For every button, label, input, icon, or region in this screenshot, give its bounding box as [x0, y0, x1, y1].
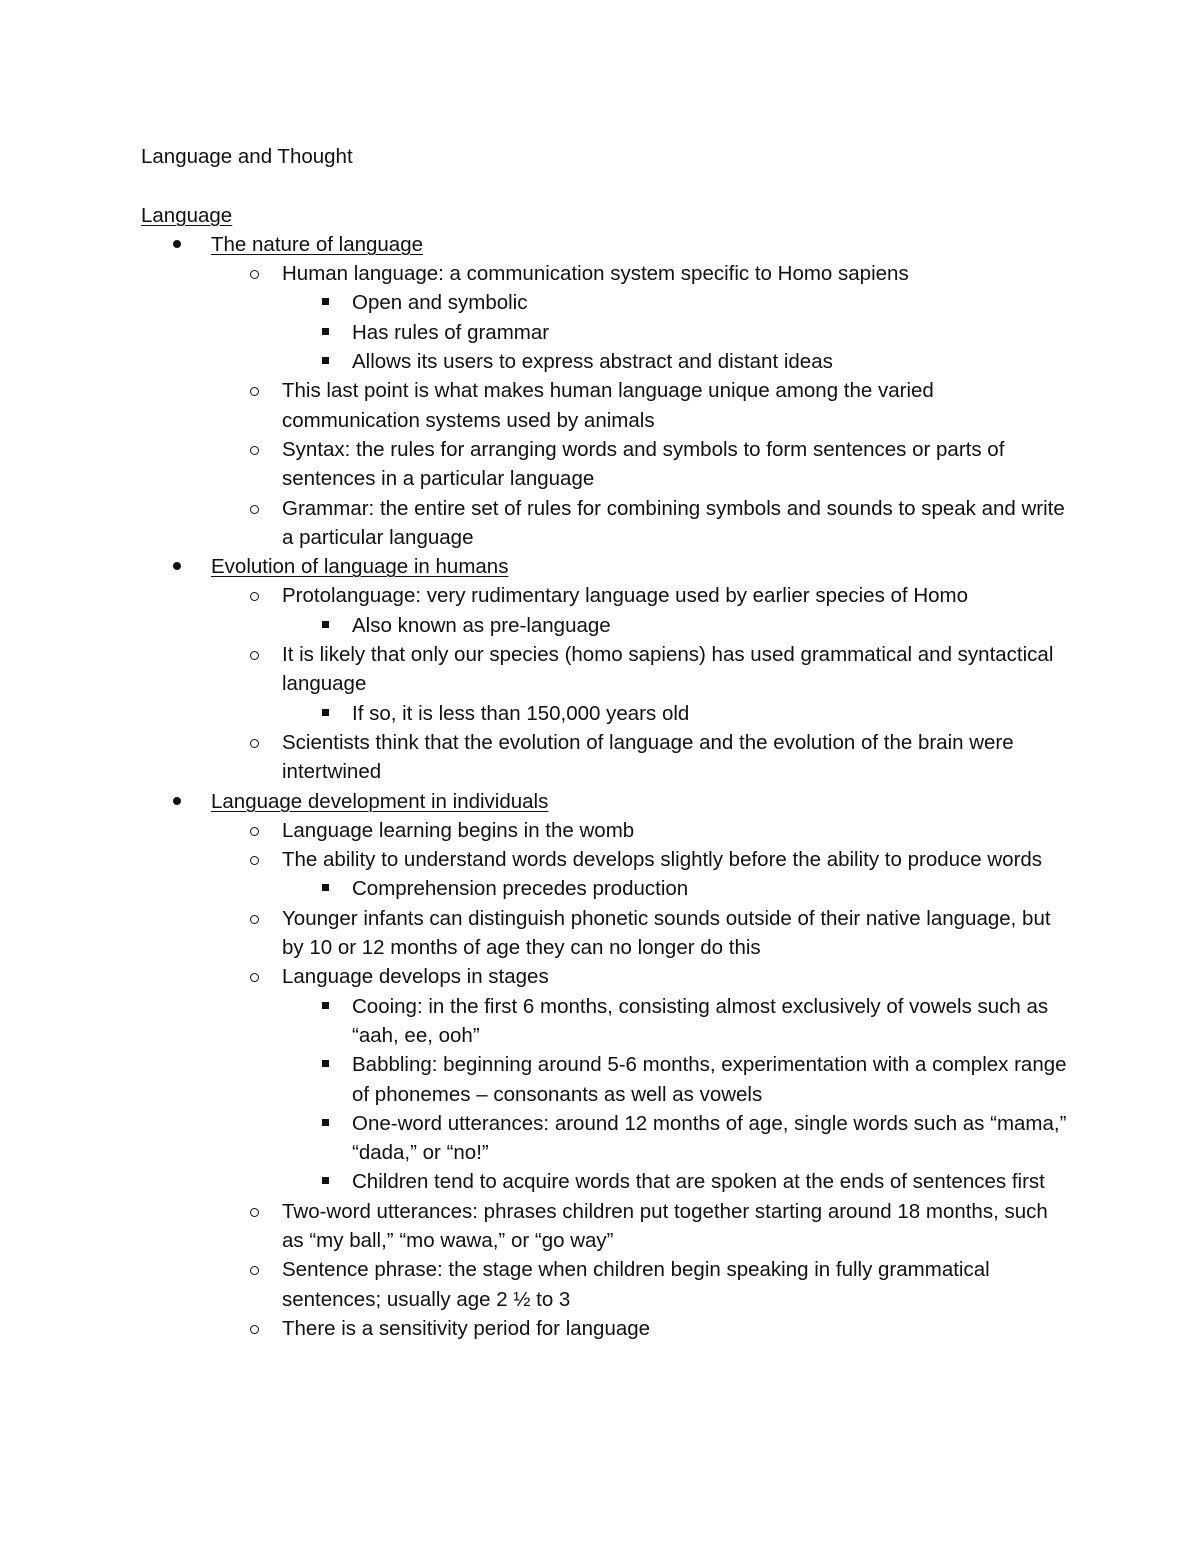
point-text: Younger infants can distinguish phonetic sounds outside of their native language, but by 10 or 12 months of age they can no longer do this — [282, 906, 1051, 960]
topic-heading: The nature of language — [211, 232, 423, 256]
point-text: Language develops in stages — [282, 965, 549, 989]
point-text: It is likely that only our species (homo sapiens) has used grammatical and syntactical language — [282, 643, 1054, 696]
subpoint-item — [282, 699, 1071, 728]
point-item — [211, 1197, 1071, 1256]
point-item — [211, 845, 1071, 904]
point-text: There is a sensitivity period for language — [282, 1316, 651, 1340]
point-text: Human language: a communication system specific to Homo sapiens — [282, 262, 909, 286]
point-text: This last point is what makes human language unique among the varied communication systems used by animals — [282, 379, 934, 432]
subpoint-text: If so, it is less than 150,000 years old — [352, 701, 690, 725]
point-item — [211, 494, 1071, 553]
point-text: Protolanguage: very rudimentary language used by earlier species of Homo — [282, 584, 968, 608]
topic-list — [141, 230, 1071, 1343]
point-item — [211, 728, 1071, 787]
subpoint-list — [282, 611, 1071, 640]
point-item — [211, 904, 1071, 963]
point-item — [211, 816, 1071, 845]
point-text: Two-word utterances: phrases children put together starting around 18 months, such as “my ball,” “mo wawa,” or “go way” — [282, 1199, 1048, 1252]
subpoint-item — [282, 318, 1071, 347]
point-item — [211, 376, 1071, 435]
subpoint-text: Babbling: beginning around 5-6 months, experimentation with a complex range of phonemes – consonants as well as vowels — [352, 1053, 1067, 1106]
point-list — [211, 816, 1071, 1343]
document-title: Language and Thought — [141, 145, 353, 168]
topic-item — [141, 230, 1071, 552]
subpoint-item — [282, 611, 1071, 640]
subpoint-item — [282, 1050, 1071, 1109]
point-item — [211, 1314, 1071, 1343]
point-text: Grammar: the entire set of rules for combining symbols and sounds to speak and write a particular language — [282, 496, 1065, 549]
point-text: Scientists think that the evolution of language and the evolution of the brain were intertwined — [282, 730, 1014, 784]
subpoint-list — [282, 874, 1071, 903]
point-item — [211, 640, 1071, 728]
subpoint-item — [282, 347, 1071, 376]
document-page — [141, 142, 1071, 1343]
subpoint-text: Allows its users to express abstract and distant ideas — [352, 350, 833, 374]
topic-item — [141, 787, 1071, 1344]
section-heading-text: Language — [141, 203, 233, 227]
subpoint-list — [282, 992, 1071, 1197]
subpoint-text: Comprehension precedes production — [352, 877, 689, 901]
point-item — [211, 435, 1071, 494]
subpoint-list — [282, 288, 1071, 376]
point-item — [211, 962, 1071, 1196]
subpoint-text: Children tend to acquire words that are spoken at the ends of sentences first — [352, 1170, 1045, 1194]
subpoint-text: Open and symbolic — [352, 291, 528, 315]
blank-line — [141, 171, 1071, 200]
point-list — [211, 259, 1071, 552]
subpoint-item — [282, 1109, 1071, 1168]
subpoint-item — [282, 874, 1071, 903]
topic-heading: Evolution of language in humans — [211, 555, 509, 579]
subpoint-item — [282, 288, 1071, 317]
point-text: Syntax: the rules for arranging words and symbols to form sentences or parts of sentences in a particular language — [282, 437, 1005, 491]
section-heading — [141, 201, 1071, 230]
point-text: Sentence phrase: the stage when children begin speaking in fully grammatical sentences; usually age 2 ½ to 3 — [282, 1258, 990, 1311]
topic-heading: Language development in individuals — [211, 789, 549, 813]
subpoint-list — [282, 699, 1071, 728]
point-item — [211, 581, 1071, 640]
point-text: The ability to understand words develops slightly before the ability to produce words — [282, 848, 1043, 872]
point-list — [211, 581, 1071, 786]
subpoint-item — [282, 1167, 1071, 1196]
point-item — [211, 1255, 1071, 1314]
subpoint-text: Cooing: in the first 6 months, consisting almost exclusively of vowels such as “aah, ee, ooh” — [352, 994, 1049, 1047]
subpoint-text: One-word utterances: around 12 months of age, single words such as “mama,” “dada,” or “no!” — [352, 1111, 1067, 1165]
topic-item — [141, 552, 1071, 786]
subpoint-item — [282, 992, 1071, 1051]
subpoint-text: Also known as pre-language — [352, 613, 611, 637]
point-text: Language learning begins in the womb — [282, 818, 635, 842]
subpoint-text: Has rules of grammar — [352, 320, 550, 344]
point-item — [211, 259, 1071, 376]
